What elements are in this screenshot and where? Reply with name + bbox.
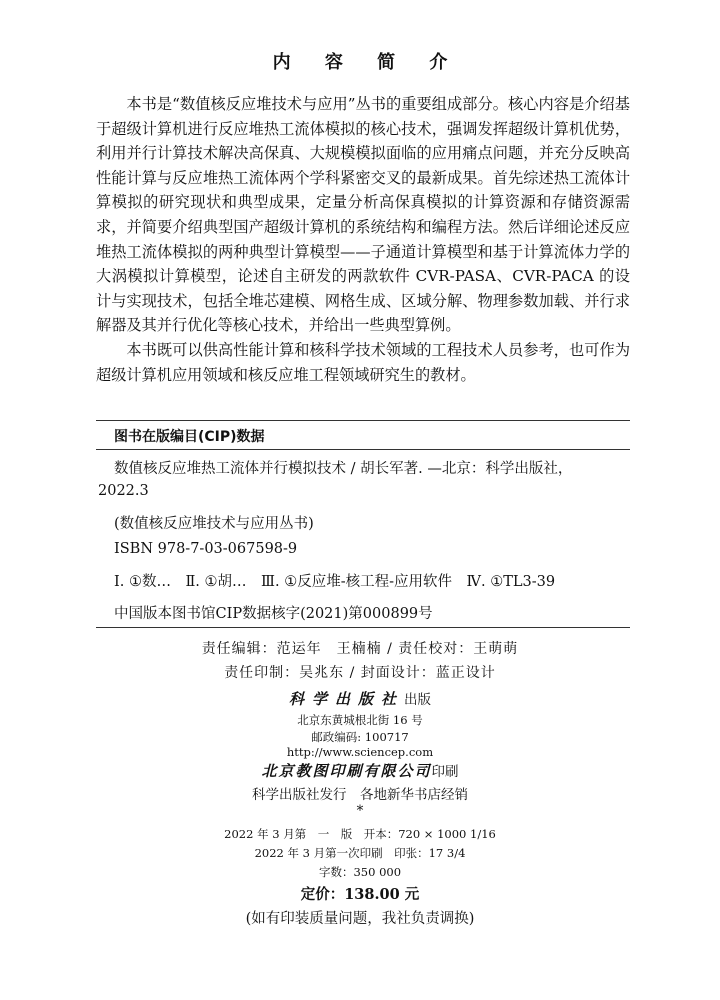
word-count: 字数：350 000: [318, 865, 402, 879]
cip-classification-line: Ⅰ. ①数… Ⅱ. ①胡… Ⅲ. ①反应堆-核工程-应用软件 Ⅳ. ①TL3-39: [114, 574, 556, 590]
publisher-address: 北京东黄城根北街 16 号: [297, 713, 423, 727]
cip-top-rule: [96, 420, 630, 421]
publisher-url: http://www.sciencep.com: [286, 745, 434, 759]
printer-line: [0, 760, 720, 781]
price: 定价：138.00 元: [300, 886, 420, 903]
quality-notice: (如有印装质量问题，我社负责调换): [245, 911, 475, 927]
separator-star: *: [356, 803, 364, 819]
staff-line-1: 责任编辑：范运年 王楠楠 / 责任校对：王萌萌: [201, 641, 519, 657]
summary-paragraph-2: 本书既可以供高性能计算和核科学技术领域的工程技术人员参考，也可作为超级计算机应用领域和核反应堆工程领域研究生的教材。: [96, 340, 630, 384]
publisher-logo: 科学出版社: [288, 690, 404, 708]
edition-line-2: 2022 年 3 月第一次印刷 印张：17 3/4: [254, 846, 466, 860]
summary-section: [96, 92, 630, 387]
summary-paragraph-1: 本书是“数值核反应堆技术与应用”丛书的重要组成部分。核心内容是介绍基于超级计算机进行反应堆热工流体模拟的核心技术，强调发挥超级计算机优势，利用并行计算技术解决高保真、大规模模拟面临的应用痛点问题，并充分反映高性能计算与反应堆热工流体两个学科紧密交叉的最新成果。首先综述热工流体计算模拟的研究现状和典型成果，定量分析高保真模拟的计算资源和存储资源需求，并简要介绍典型国产超级计算机的系统结构和编程方法。然后详细论述反应堆热工流体模拟的两种典型计算模型——子通道计算模型和基于计算流体力学的大涡模拟计算模型，论述自主研发的两款软件 CVR-PASA、CVR-PACA 的设计与实现技术，包括全堆芯建模、网格生成、区域分解、物理参数加载、并行求解器及其并行优化等核心技术，并给出一些典型算例。: [96, 95, 630, 335]
publisher-postcode: 邮政编码: 100717: [311, 730, 409, 744]
cip-title-line: 数值核反应堆热工流体并行模拟技术 / 胡长军著. —北京：科学出版社，: [114, 461, 573, 477]
cip-heading: 图书在版编目(CIP)数据: [114, 429, 265, 445]
page-title: 内 容 简 介: [272, 52, 462, 73]
edition-line-1: 2022 年 3 月第 一 版 开本：720 × 1000 1/16: [224, 827, 496, 841]
cip-bottom-rule: [96, 627, 630, 628]
cip-series-line: (数值核反应堆技术与应用丛书): [114, 516, 314, 532]
cip-isbn-line: ISBN 978-7-03-067598-9: [114, 541, 298, 557]
publisher-line: [0, 688, 720, 709]
distribution-line: 科学出版社发行 各地新华书店经销: [252, 787, 468, 803]
printer-logo: 北京教图印刷有限公司: [261, 762, 432, 780]
printer-suffix: 印刷: [431, 764, 459, 780]
publisher-suffix: 出版: [404, 692, 431, 708]
staff-line-2: 责任印制：吴兆东 / 封面设计：蓝正设计: [224, 665, 496, 681]
cip-record-line: 中国版本图书馆CIP数据核字(2021)第000899号: [114, 606, 433, 622]
cip-year-line: 2022.3: [98, 483, 149, 499]
cip-heading-rule: [96, 449, 630, 450]
